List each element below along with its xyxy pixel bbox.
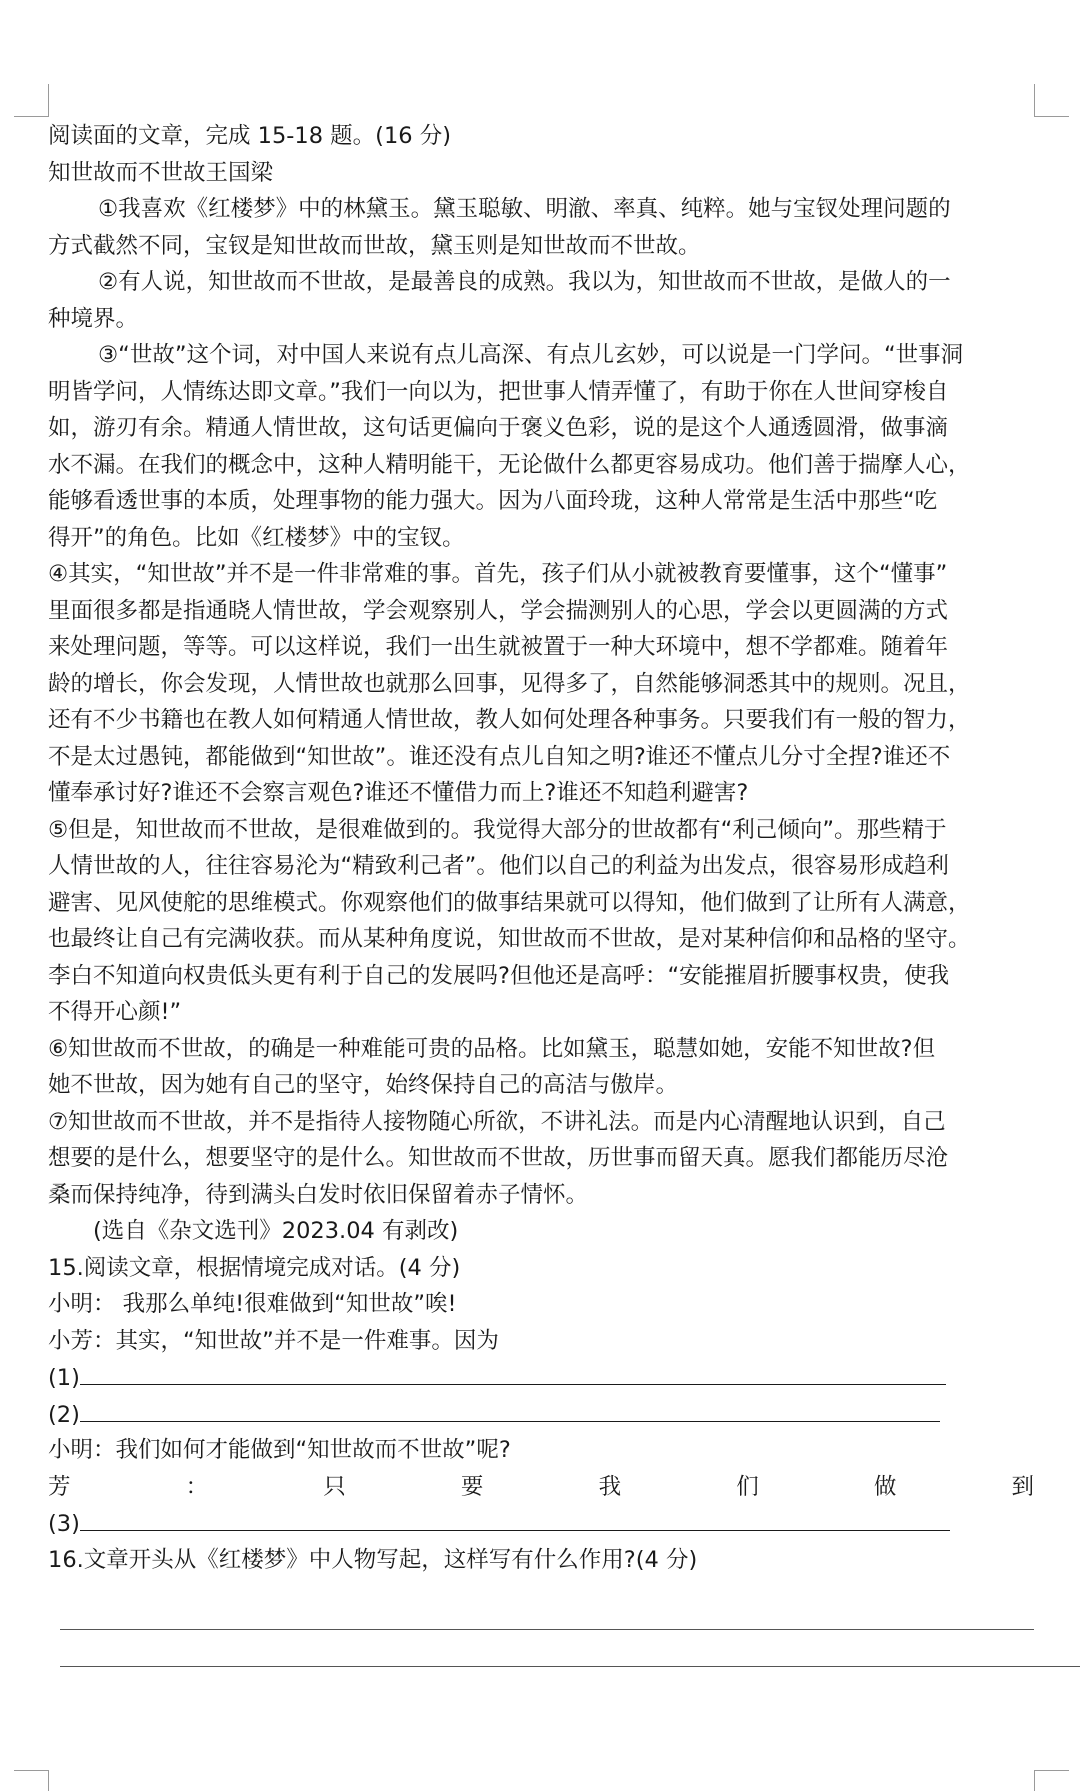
char: 到 <box>1011 1473 1034 1500</box>
text-line: 不得开心颜!” <box>48 999 182 1025</box>
text-line: ①我喜欢《红楼梦》中的林黛玉。黛玉聪敏、明澈、率真、纯粹。她与宝钗处理问题的 <box>98 196 951 222</box>
text-line: 来处理问题，等等。可以这样说，我们一出生就被置于一种大环境中，想不学都难。随着年 <box>48 634 949 660</box>
crop-mark-top-left <box>14 84 49 117</box>
answer-blank-3[interactable] <box>80 1505 950 1531</box>
dialogue-line: 小明： 我那么单纯!很难做到“知世故”唉! <box>48 1291 457 1317</box>
answer-blank-1[interactable] <box>80 1359 946 1385</box>
text-line: 还有不少书籍也在教人如何精通人情世故，教人如何处理各种事务。只要我们有一般的智力， <box>48 707 971 733</box>
text-line: 如，游刃有余。精通人情世故，这句话更偏向于褒义色彩，说的是这个人通透圆滑，做事滴 <box>48 415 949 441</box>
char: ： <box>185 1473 209 1500</box>
text-line: 得开”的角色。比如《红楼梦》中的宝钗。 <box>48 524 465 551</box>
text-line: 她不世故，因为她有自己的坚守，始终保持自己的高洁与傲岸。 <box>48 1072 679 1098</box>
dialogue-line: 小明：我们如何才能做到“知世故而不世故”呢? <box>48 1437 511 1463</box>
source-citation: (选自《杂文选刊》2023.04 有剥改) <box>93 1218 459 1244</box>
answer-rule-2[interactable] <box>60 1666 1080 1667</box>
crop-mark-top-right <box>1034 84 1069 117</box>
text-line: ⑤但是，知世故而不世故，是很难做到的。我觉得大部分的世故都有“利己倾向”。那些精于 <box>48 816 947 843</box>
char: 只 <box>323 1473 346 1500</box>
dialogue-line: 小芳：其实，“知世故”并不是一件难事。因为 <box>48 1327 499 1354</box>
text-line: ⑥知世故而不世故，的确是一种难能可贵的品格。比如黛玉，聪慧如她，安能不知世故?但 <box>48 1035 936 1062</box>
text-line: 不是太过愚钝，都能做到“知世故”。谁还没有点儿自知之明?谁还不懂点儿分寸全捏?谁还不 <box>48 743 951 770</box>
dialogue-line-justified <box>48 1469 1034 1506</box>
char: 做 <box>873 1473 897 1500</box>
answer-line-3 <box>48 1505 1034 1542</box>
reading-instruction: 阅读面的文章，完成 15-18 题。(16 分) <box>48 123 452 149</box>
paragraph-3 <box>48 337 1034 556</box>
text-line: 也最终让自己有完满收获。而从某种角度说，知世故而不世故，是对某种信仰和品格的坚守。 <box>48 926 971 952</box>
question-stem: 15.阅读文章，根据情境完成对话。(4 分) <box>48 1254 461 1281</box>
question-16 <box>48 1542 1034 1579</box>
text-line: ④其实，“知世故”并不是一件非常难的事。首先，孩子们从小就被教育要懂事，这个“懂事” <box>48 561 948 587</box>
text-line: 能够看透世事的本质，处理事物的能力强大。因为八面玲珑，这种人常常是生活中那些“吃 <box>48 488 938 514</box>
text-line: ③“世故”这个词，对中国人来说有点儿高深、有点儿玄妙，可以说是一门学问。“世事洞 <box>98 342 964 368</box>
text-line: 明皆学问，人情练达即文章。”我们一向以为，把世事人情弄懂了，有助于你在人世间穿梭自 <box>48 378 949 405</box>
text-line: 龄的增长，你会发现，人情世故也就那么回事，见得多了，自然能够洞悉其中的规则。况且， <box>48 670 971 697</box>
char: 要 <box>460 1473 484 1500</box>
text-line: 人情世故的人，往往容易沦为“精致利己者”。他们以自己的利益为出发点，很容易形成趋利 <box>48 853 949 879</box>
text-line: 种境界。 <box>48 305 139 332</box>
blank-label: (2) <box>48 1401 80 1428</box>
text-line: 想要的是什么，想要坚守的是什么。知世故而不世故，历世事而留天真。愿我们都能历尽沧 <box>48 1145 949 1171</box>
text-line: 水不漏。在我们的概念中，这种人精明能干，无论做什么都更容易成功。他们善于揣摩人心， <box>48 451 971 478</box>
char: 我 <box>598 1473 622 1500</box>
text-line: 懂奉承讨好?谁还不会察言观色?谁还不懂借力而上?谁还不知趋利避害? <box>48 780 749 806</box>
text-line: 避害、见风使舵的思维模式。你观察他们的做事结果就可以得知，他们做到了让所有人满意， <box>48 889 971 916</box>
article-title: 知世故而不世故王国梁 <box>48 159 274 186</box>
document-page <box>48 118 1034 1578</box>
paragraph-4 <box>48 556 1034 812</box>
answer-line-2 <box>48 1396 1034 1433</box>
blank-label: (1) <box>48 1365 80 1391</box>
char: 芳 <box>48 1473 71 1500</box>
blank-label: (3) <box>48 1511 80 1537</box>
text-line: ②有人说，知世故而不世故，是最善良的成熟。我以为，知世故而不世故，是做人的一 <box>98 269 951 295</box>
answer-blank-2[interactable] <box>80 1396 940 1422</box>
text-line: 里面很多都是指通晓人情世故，学会观察别人，学会揣测别人的心思，学会以更圆满的方式 <box>48 597 949 624</box>
answer-rule-1[interactable] <box>60 1629 1034 1630</box>
char: 们 <box>736 1473 759 1500</box>
paragraph-5 <box>48 812 1034 1031</box>
question-stem: 16.文章开头从《红楼梦》中人物写起，这样写有什么作用?(4 分) <box>48 1546 698 1573</box>
question-15 <box>48 1250 1034 1542</box>
text-line: 桑而保持纯净，待到满头白发时依旧保留着赤子情怀。 <box>48 1181 589 1208</box>
paragraph-1 <box>48 191 1034 264</box>
text-line: 方式截然不同，宝钗是知世故而世故，黛玉则是知世故而不世故。 <box>48 232 701 259</box>
paragraph-7 <box>48 1104 1034 1214</box>
text-line: 李白不知道向权贵低头更有利于自己的发展吗?但他还是高呼：“安能摧眉折腰事权贵，使我 <box>48 962 950 989</box>
answer-line-1 <box>48 1359 1034 1396</box>
paragraph-2 <box>48 264 1034 337</box>
paragraph-6 <box>48 1031 1034 1104</box>
text-line: ⑦知世故而不世故，并不是指待人接物随心所欲，不讲礼法。而是内心清醒地认识到，自己 <box>48 1108 946 1135</box>
